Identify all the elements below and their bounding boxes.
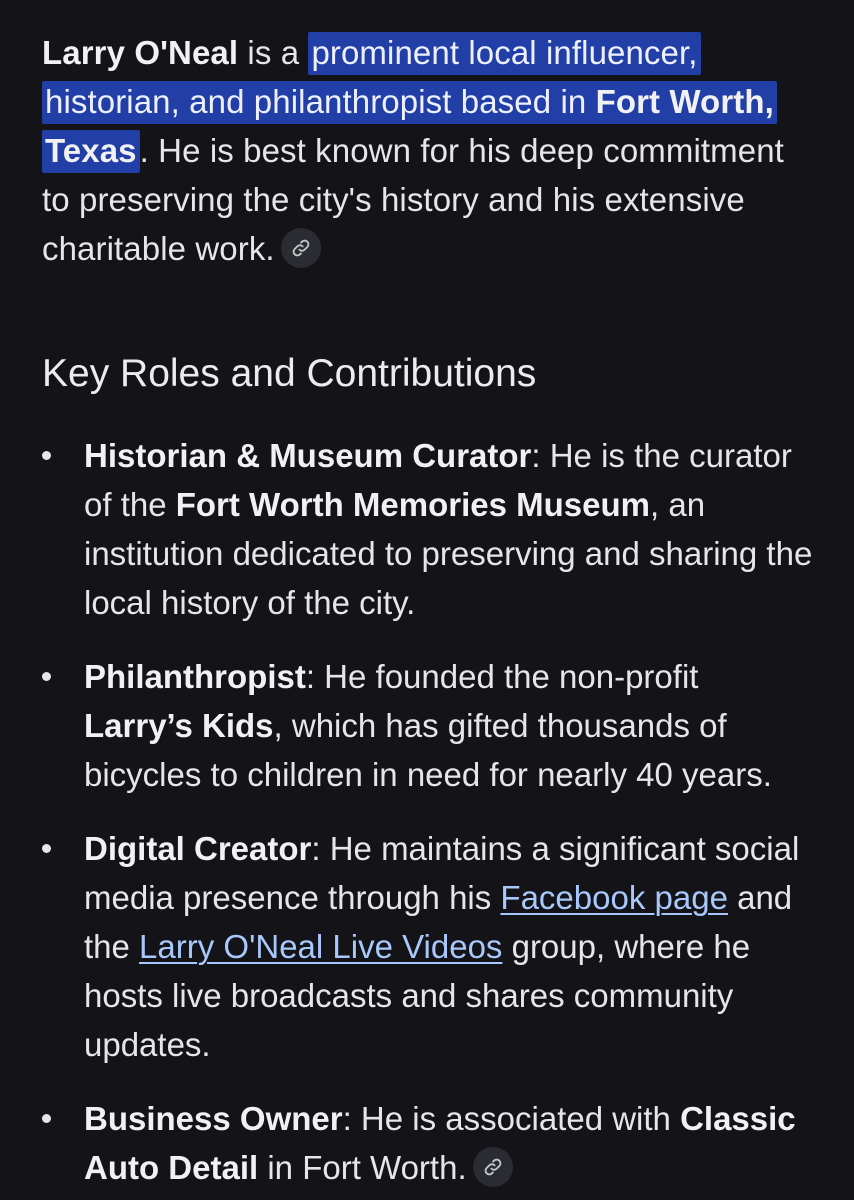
list-item [42, 824, 814, 1069]
bullet-icon [42, 672, 51, 681]
list-item [42, 652, 814, 799]
bullet-icon [42, 844, 51, 853]
role-text: in Fort Worth. [258, 1149, 467, 1186]
role-title: Digital Creator [84, 830, 312, 867]
role-text: : He founded the non-profit [305, 658, 699, 695]
list-item [42, 1094, 814, 1192]
list-item [42, 431, 814, 627]
business-name: Classic Auto Detail [84, 1100, 796, 1186]
role-text: and the [84, 879, 793, 965]
role-title: Business Owner [84, 1100, 343, 1137]
intro-text: is a [238, 34, 309, 71]
highlight-location: Fort Worth, Texas [45, 83, 774, 169]
museum-name: Fort Worth Memories Museum [175, 486, 650, 523]
facebook-page-link[interactable]: Facebook page [500, 879, 728, 916]
intro-rest-text: . He is best known for his deep commitment to preserving the city's history and his extensive charitable work. [42, 132, 784, 267]
role-text: : He is the curator of the [84, 437, 792, 523]
role-title: Historian & Museum Curator [84, 437, 532, 474]
bullet-icon [42, 451, 51, 460]
role-text: group, where he hosts live broadcasts and shares community updates. [84, 928, 751, 1063]
role-text: : He maintains a significant social media presence through his [84, 830, 800, 916]
role-text: , which has gifted thousands of bicycles to children in need for nearly 40 years. [84, 707, 772, 793]
source-link-button[interactable] [281, 228, 321, 268]
live-videos-group-link[interactable]: Larry O'Neal Live Videos [139, 928, 503, 965]
section-heading: Key Roles and Contributions [42, 352, 537, 395]
link-icon [291, 238, 311, 258]
roles-list [42, 431, 814, 1192]
subject-name: Larry O'Neal [42, 34, 239, 71]
role-text: : He is associated with [342, 1100, 681, 1137]
source-link-button[interactable] [473, 1147, 513, 1187]
intro-paragraph [42, 28, 814, 273]
nonprofit-name: Larry’s Kids [84, 707, 274, 744]
bullet-icon [42, 1114, 51, 1123]
role-text: , an institution dedicated to preserving and sharing the local history of the city. [84, 486, 813, 621]
highlight-text: prominent local influencer, historian, and philanthropist based in [45, 34, 698, 120]
link-icon [483, 1157, 503, 1177]
role-title: Philanthropist [84, 658, 306, 695]
